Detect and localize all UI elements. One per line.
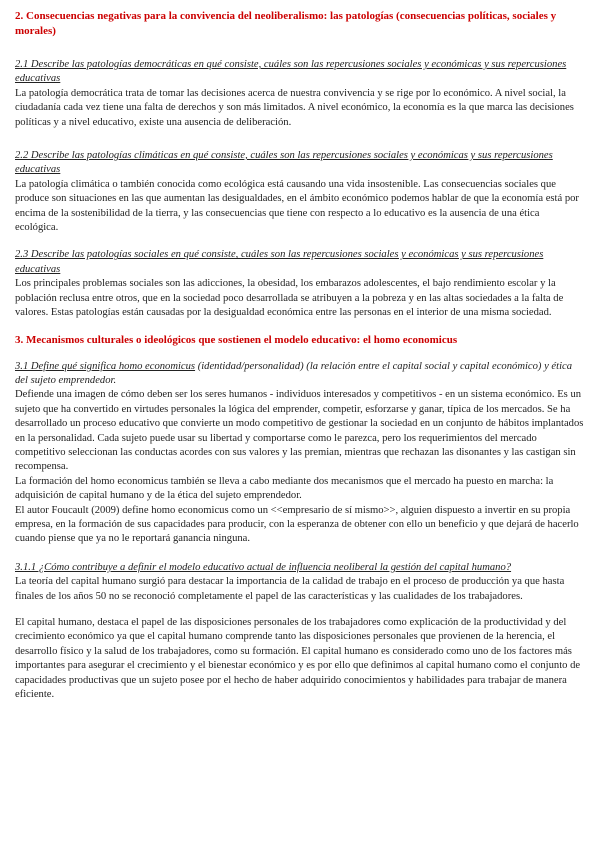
answer-3-1-1-paragraph-2: El capital humano, destaca el papel de las disposiciones personales de los trabajadores como explicación de la productividad y del crecimiento económico ya que el capital humano comprende tanto las disposiciones personales que provienen de la herencia, el desarrollo físico y la salud de los trabajadores, como su formación. El capital humano es considerado como uno de los factores más importantes para asegurar el crecimiento y el bienestar económico y es por ello que definimos al capital humano como el conjunto de capacidades productivas que un sujeto posee por el hecho de haber adquirido conocimientos y habilidades para trabajar de manera eficiente. <box>15 617 581 701</box>
question-3-1-rest: (identidad/personalidad) (la relación entre el capital social y capital económico) y ética del sujeto emprendedor. <box>15 360 573 386</box>
answer-2-2: La patología climática o también conocida como ecológica está causando una vida insostenible. Las consecuencias sociales que produce son situaciones en las que aumentan las desigualdades, en el ámbito económico podemos hablar de que la economía está por encima de la sostenibilidad de la tierra, y las consecuencias que tiene con respecto a lo educativo es la ausencia de una ética ecológica. <box>15 178 579 234</box>
answer-3-1-1-paragraph-1: La teoría del capital humano surgió para destacar la importancia de la calidad de trabajo en el proceso de producción ya que hasta finales de los años 50 no se reconoció completamente el papel de las características y las cualidades de los trabajadores. <box>15 576 565 602</box>
question-3-1-1: 3.1.1 ¿Cómo contribuye a definir el modelo educativo actual de influencia neoliberal la gestión del capital humano? <box>15 561 512 573</box>
question-2-1: 2.1 Describe las patologías democráticas en qué consiste, cuáles son las repercusiones sociales y económicas y sus repercusiones educativas <box>15 59 567 85</box>
answer-2-1: La patología democrática trata de tomar las decisiones acerca de nuestra convivencia y se rige por lo económico. A nivel social, la ciudadanía cada vez tiene una falta de derechos y son más limitados. A nivel económico, la economía es la que marca las decisiones políticas y a nivel educativo, existe una ausencia de deliberación. <box>15 87 574 128</box>
question-2-2: 2.2 Describe las patologías climáticas en qué consiste, cuáles son las repercusiones sociales y económicas y sus repercusiones educativas <box>15 150 553 176</box>
answer-3-1-paragraph-3: El autor Foucault (2009) define homo economicus como un <<empresario de sí mismo>>, alguien dispuesto a invertir en su propia empresa, en la formación de sus capacidades para producir, con la esperanza de obtener con ello un beneficio y que dejará de hacerlo cuando piense que ya no le reportará ganancia ninguna. <box>15 504 579 545</box>
question-2-3: 2.3 Describe las patologías sociales en qué consiste, cuáles son las repercusiones sociales y económicas y sus repercusiones educativas <box>15 249 544 275</box>
question-3-1 <box>15 360 584 389</box>
answer-3-1-paragraph-1: Defiende una imagen de cómo deben ser los seres humanos - individuos interesados y competitivos - en un sistema económico. Es un sujeto que ha convertido en virtudes personales la lógica del emprender, competir, esforzarse y ganar, típica de los mercados. Se ha desarrollado un proceso educativo que convierte un modo competitivo de gestionar la sociedad en un conjunto de hábitos implantados en la personalidad. Cada sujeto puede usar su libertad y comportarse como le parezca, pero los requerimientos del mercado competitivo seleccionan las conductas acordes con sus valores y las premian, mientras que rechazan las disonantes y las castigan sin recompensa. <box>15 389 584 473</box>
section-3-heading: 3. Mecanismos culturales o ideológicos que sostienen el modelo educativo: el homo economicus <box>15 333 458 346</box>
section-2-heading: 2. Consecuencias negativas para la convivencia del neoliberalismo: las patologías (consecuencias políticas, sociales y morales) <box>15 10 557 37</box>
answer-2-3: Los principales problemas sociales son las adicciones, la obesidad, los embarazos adolescentes, el bajo rendimiento escolar y la población reclusa entre otros, que en la sociedad poco desarrollada se atribuyen a la pobreza y en las altas sociedades a la falta de valores. Estas patologías están causadas por la desigualdad económica entre las personas en el interior de una misma sociedad. <box>15 278 564 319</box>
answer-3-1-paragraph-2: La formación del homo economicus también se lleva a cabo mediante dos mecanismos que el mercado ha puesto en marcha: la adquisición de capital humano y de la ética del sujeto emprendedor. <box>15 475 554 502</box>
question-3-1-underlined: 3.1 Define qué significa homo economicus <box>15 360 196 372</box>
